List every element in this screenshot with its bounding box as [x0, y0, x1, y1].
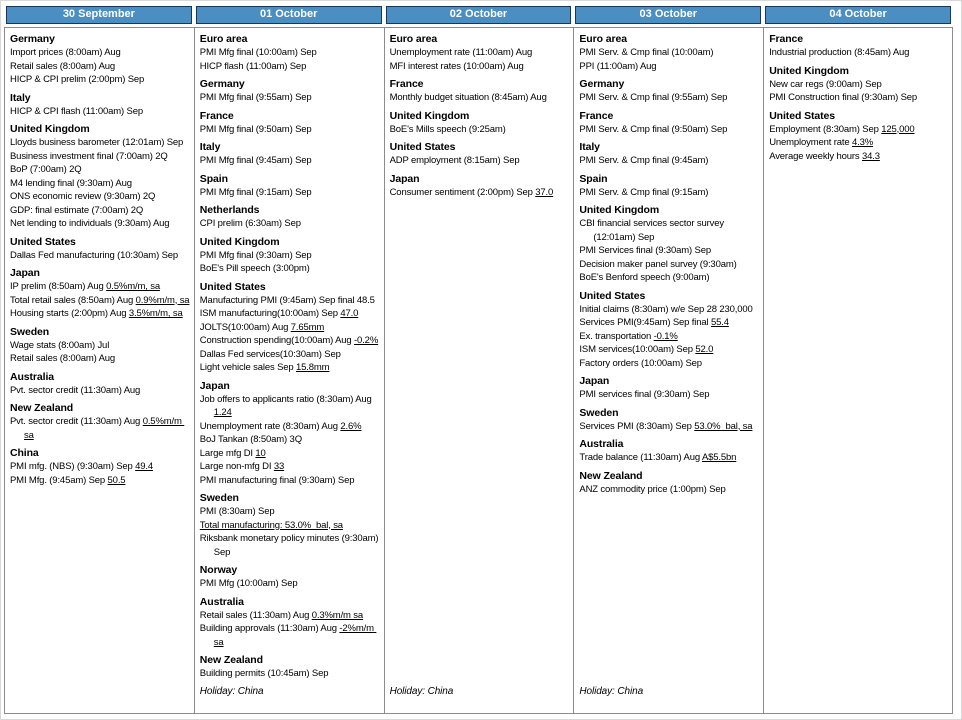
event-text: Unemployment rate: [769, 137, 853, 148]
country-section: [579, 469, 759, 497]
event-text: HICP flash (11:00am) Sep: [199, 60, 307, 72]
event-text: CPI prelim (6:30am) Sep: [199, 218, 301, 229]
event-text: PMI Mfg final (9:55am) Sep: [199, 92, 312, 103]
country-name: Japan: [199, 379, 230, 392]
country-name: Sweden: [579, 406, 619, 419]
event-text: Trade balance (11:30am) Aug: [579, 452, 702, 463]
country-section: [769, 32, 948, 60]
event-line: [579, 483, 759, 497]
event-text: PMI Mfg final (9:15am) Sep: [199, 186, 312, 198]
event-line: [10, 73, 190, 87]
day-cell: [384, 27, 574, 714]
event-line: [200, 460, 380, 474]
event-text: Wage stats (8:00am) Jul: [10, 339, 110, 351]
event-line: [579, 46, 759, 60]
event-value: -2%m/m sa: [213, 623, 377, 648]
event-text: PMI Services final (9:30am) Sep: [579, 245, 711, 256]
event-line: [579, 271, 759, 285]
event-value: 7.65mm: [290, 321, 325, 333]
country-section: [200, 140, 380, 168]
event-text: Industrial production (8:45am) Aug: [769, 47, 910, 58]
event-line: [200, 321, 380, 335]
country-name: Euro area: [199, 33, 248, 45]
country-section: [390, 172, 570, 200]
country-section: [10, 325, 190, 366]
event-line: [10, 46, 190, 60]
country-name: Italy: [199, 141, 221, 153]
event-line: [200, 91, 380, 105]
day-column: [384, 6, 574, 714]
country-name: France: [389, 78, 424, 90]
event-line: [200, 60, 380, 74]
country-section: [200, 172, 380, 200]
event-line: [390, 46, 570, 60]
event-value: 49.4: [135, 461, 154, 472]
event-text: Consumer sentiment (2:00pm) Sep: [389, 186, 536, 198]
day-column: [763, 6, 953, 714]
event-text: ISM services(10:00am) Sep: [579, 344, 696, 355]
country-name: United Kingdom: [10, 123, 90, 135]
event-value: 2.6%: [340, 420, 362, 432]
event-line: [200, 505, 380, 519]
event-text: Pvt. sector credit (11:30am) Aug: [10, 416, 143, 427]
day-column: [4, 6, 194, 714]
country-section: [10, 32, 190, 87]
event-text: PMI Serv. & Cmp final (9:55am) Sep: [579, 92, 728, 103]
event-text: Retail sales (8:00am) Aug: [10, 60, 116, 72]
country-name: Sweden: [10, 325, 50, 338]
country-section: [579, 32, 759, 73]
event-line: [579, 244, 759, 258]
country-section: [579, 289, 759, 371]
event-line: [10, 384, 190, 398]
event-text: PMI Mfg final (10:00am) Sep: [199, 47, 317, 58]
country-section: [579, 406, 759, 434]
country-section: [200, 203, 380, 231]
event-text: Housing starts (2:00pm) Aug: [10, 308, 129, 319]
country-name: New Zealand: [579, 469, 643, 482]
event-line: [200, 519, 380, 533]
country-name: Euro area: [579, 33, 627, 45]
event-text: Ex. transportation: [579, 330, 654, 342]
country-name: France: [199, 109, 234, 122]
event-text: BoE's Mills speech (9:25am): [389, 123, 506, 135]
date-header: 30 September: [6, 6, 192, 24]
country-section: [200, 563, 380, 591]
event-text: PMI Mfg. (9:45am) Sep: [10, 474, 108, 486]
event-line: [10, 190, 190, 204]
country-name: Germany: [199, 78, 245, 90]
country-name: Germany: [10, 33, 55, 45]
country-name: China: [10, 447, 39, 459]
country-section: [579, 203, 759, 285]
event-text: M4 lending final (9:30am) Aug: [10, 177, 132, 189]
event-value: 33: [273, 461, 285, 472]
event-line: [10, 460, 190, 474]
country-name: New Zealand: [199, 654, 263, 666]
holiday-note: Holiday: China: [389, 686, 454, 697]
country-section: [10, 235, 190, 263]
country-section: [579, 140, 759, 168]
event-text: PMI Serv. & Cmp final (9:45am): [579, 155, 709, 166]
event-text: Manufacturing PMI (9:45am) Sep final 48.5: [199, 294, 375, 306]
event-value: 4.3%: [852, 137, 874, 148]
country-section: [579, 172, 759, 200]
event-line: [200, 393, 380, 420]
country-name: Australia: [199, 595, 244, 608]
event-text: ISM manufacturing(10:00am) Sep: [199, 308, 341, 319]
event-text: PMI Mfg final (9:50am) Sep: [199, 123, 312, 135]
event-text: Unemployment rate (8:30am) Aug: [199, 420, 341, 432]
event-line: [10, 307, 190, 321]
event-line: [579, 388, 759, 402]
event-line: [390, 91, 570, 105]
event-line: [579, 451, 759, 465]
event-text: PMI manufacturing final (9:30am) Sep: [199, 474, 355, 486]
event-line: [769, 123, 948, 137]
day-column: [573, 6, 763, 714]
country-section: [200, 280, 380, 375]
calendar-table: [4, 6, 953, 714]
event-text: PMI Serv. & Cmp final (9:50am) Sep: [579, 123, 728, 135]
day-column: [194, 6, 384, 714]
event-text: Large non-mfg DI: [199, 461, 274, 472]
event-text: PMI mfg. (NBS) (9:30am) Sep: [10, 461, 136, 472]
event-text: Retail sales (8:00am) Aug: [10, 353, 116, 364]
event-value: 0.3%m/m sa: [311, 609, 364, 621]
event-text: Building approvals (11:30am) Aug: [199, 623, 340, 634]
event-line: [10, 217, 190, 231]
event-line: [200, 420, 380, 434]
event-line: [200, 154, 380, 168]
event-line: [769, 46, 948, 60]
event-value: 10: [255, 447, 266, 459]
country-section: [769, 64, 948, 105]
country-name: United Kingdom: [579, 204, 660, 216]
event-value: 37.0: [535, 186, 554, 198]
event-value: A$5.5bn: [701, 452, 737, 463]
country-section: [579, 109, 759, 137]
event-value: 52.0: [695, 344, 714, 355]
event-line: [769, 78, 948, 92]
event-text: BoE's Benford speech (9:00am): [579, 272, 710, 283]
event-text: BoE's Pill speech (3:00pm): [199, 263, 310, 274]
country-section: [390, 77, 570, 105]
country-section: [10, 401, 190, 442]
event-text: Import prices (8:00am) Aug: [10, 47, 121, 58]
event-line: [10, 474, 190, 488]
event-line: [579, 154, 759, 168]
event-line: [579, 303, 759, 317]
country-name: Norway: [199, 564, 238, 576]
event-text: Net lending to individuals (9:30am) Aug: [10, 218, 170, 229]
country-name: France: [769, 33, 804, 45]
event-line: [390, 60, 570, 74]
event-line: [579, 217, 759, 244]
country-section: [10, 91, 190, 119]
event-line: [10, 249, 190, 263]
event-text: Average weekly hours: [769, 150, 862, 162]
country-section: [390, 32, 570, 73]
event-text: Unemployment rate (11:00am) Aug: [389, 47, 533, 58]
date-header: 01 October: [196, 6, 382, 24]
country-name: Australia: [10, 370, 55, 383]
event-line: [579, 258, 759, 272]
country-section: [769, 109, 948, 164]
country-section: [579, 77, 759, 105]
country-name: Italy: [10, 91, 31, 104]
country-section: [10, 370, 190, 398]
country-section: [200, 77, 380, 105]
country-section: [200, 653, 380, 681]
event-text: Factory orders (10:00am) Sep: [579, 357, 702, 369]
event-text: Dallas Fed manufacturing (10:30am) Sep: [10, 249, 179, 261]
date-header: 02 October: [386, 6, 572, 24]
event-value: 125,000: [881, 123, 915, 135]
event-line: [200, 667, 380, 681]
event-value: 0.5%m/m sa: [24, 416, 185, 441]
country-name: Japan: [579, 375, 610, 387]
event-line: [200, 307, 380, 321]
event-value: -0.2%: [354, 335, 379, 346]
event-text: Job offers to applicants ratio (8:30am) Aug: [199, 393, 375, 405]
event-text: PMI Serv. & Cmp final (9:15am): [579, 186, 709, 198]
event-line: [579, 186, 759, 200]
event-line: [769, 150, 948, 164]
event-line: [10, 163, 190, 177]
event-text: New car regs (9:00am) Sep: [769, 78, 882, 90]
event-text: Lloyds business barometer (12:01am) Sep: [10, 137, 184, 148]
event-text: Retail sales (11:30am) Aug: [199, 609, 312, 621]
holiday-note: Holiday: China: [579, 686, 644, 697]
event-line: [200, 474, 380, 488]
event-line: [390, 123, 570, 137]
event-line: [200, 186, 380, 200]
event-line: [200, 262, 380, 276]
day-cell: [194, 27, 384, 714]
country-name: United States: [769, 109, 835, 122]
country-section: [10, 446, 190, 487]
event-line: [579, 60, 759, 74]
country-section: [10, 266, 190, 321]
event-text: Construction spending(10:00am) Aug: [199, 335, 355, 346]
event-text: PMI Mfg final (9:45am) Sep: [199, 155, 312, 166]
event-line: [10, 105, 190, 119]
holiday-note: Holiday: China: [199, 686, 264, 697]
country-name: Australia: [579, 438, 624, 450]
event-line: [200, 123, 380, 137]
event-line: [579, 343, 759, 357]
event-value: -0.1%: [653, 330, 678, 342]
event-line: [200, 249, 380, 263]
country-section: [579, 437, 759, 465]
event-line: [10, 60, 190, 74]
event-text: Riksbank monetary policy minutes (9:30am) Sep: [199, 533, 381, 558]
event-text: Large mfg DI: [199, 447, 256, 459]
event-text: Services PMI(9:45am) Sep final: [579, 317, 711, 328]
country-name: Netherlands: [199, 204, 260, 216]
event-text: Services PMI (8:30am) Sep: [579, 420, 695, 432]
country-section: [390, 140, 570, 168]
event-line: [10, 204, 190, 218]
event-value: 15.8mm: [296, 362, 330, 373]
event-text: HICP & CPI prelim (2:00pm) Sep: [10, 74, 145, 85]
event-text: Monthly budget situation (8:45am) Aug: [389, 92, 547, 103]
event-text: ANZ commodity price (1:00pm) Sep: [579, 483, 726, 495]
country-name: United Kingdom: [199, 235, 280, 248]
event-text: PMI Construction final (9:30am) Sep: [769, 92, 918, 103]
event-value: 1.24: [213, 407, 232, 418]
country-name: United Kingdom: [389, 109, 470, 122]
event-text: ONS economic review (9:30am) 2Q: [10, 191, 156, 202]
event-text: ADP employment (8:15am) Sep: [389, 155, 520, 166]
country-name: Sweden: [199, 492, 239, 504]
day-cell: [573, 27, 763, 714]
event-line: [579, 330, 759, 344]
event-text: Building permits (10:45am) Sep: [199, 668, 329, 679]
event-text: PPI (11:00am) Aug: [579, 60, 657, 72]
event-text: Employment (8:30am) Sep: [769, 123, 882, 135]
event-text: Business investment final (7:00am) 2Q: [10, 150, 168, 162]
event-value: 50.5: [107, 474, 126, 486]
country-name: United Kingdom: [769, 64, 849, 77]
country-section: [200, 235, 380, 276]
event-line: [200, 294, 380, 308]
country-section: [390, 109, 570, 137]
event-line: [10, 352, 190, 366]
event-line: [10, 339, 190, 353]
event-value: Total manufacturing: 53.0% bal, sa: [199, 519, 343, 531]
event-line: [10, 150, 190, 164]
event-value: 53.0% bal, sa: [694, 420, 753, 432]
event-text: GDP: final estimate (7:00am) 2Q: [10, 204, 144, 216]
event-text: PMI Serv. & Cmp final (10:00am): [579, 47, 714, 58]
event-value: 0.9%m/m, sa: [135, 294, 190, 306]
event-text: PMI Mfg (10:00am) Sep: [199, 578, 298, 589]
country-section: [200, 109, 380, 137]
event-line: [10, 136, 190, 150]
date-header: 04 October: [765, 6, 951, 24]
event-text: Light vehicle sales Sep: [199, 362, 297, 373]
event-text: CBI financial services sector survey (12:01am) Sep: [579, 218, 727, 243]
country-name: Italy: [579, 141, 600, 153]
event-text: Dallas Fed services(10:30am) Sep: [199, 348, 341, 360]
event-line: [769, 91, 948, 105]
event-line: [390, 154, 570, 168]
country-name: Euro area: [389, 33, 438, 45]
event-text: PMI Mfg final (9:30am) Sep: [199, 249, 312, 261]
event-value: 34.3: [861, 150, 880, 162]
country-name: United States: [199, 280, 266, 293]
event-text: BoJ Tankan (8:50am) 3Q: [199, 434, 302, 445]
country-name: Germany: [579, 78, 625, 90]
event-text: Decision maker panel survey (9:30am): [579, 258, 737, 270]
event-line: [200, 348, 380, 362]
event-value: 3.5%m/m, sa: [128, 308, 183, 319]
event-text: Total retail sales (8:50am) Aug: [10, 294, 136, 306]
event-text: IP prelim (8:50am) Aug: [10, 281, 107, 292]
event-text: PMI services final (9:30am) Sep: [579, 389, 710, 400]
event-line: [390, 186, 570, 200]
event-line: [200, 433, 380, 447]
event-line: [200, 46, 380, 60]
country-name: United States: [10, 235, 76, 248]
country-section: [200, 32, 380, 73]
event-text: PMI (8:30am) Sep: [199, 506, 275, 517]
event-line: [200, 217, 380, 231]
event-value: 47.0: [340, 308, 359, 319]
event-line: [579, 91, 759, 105]
country-section: [200, 491, 380, 559]
event-value: 0.5%m/m, sa: [106, 281, 160, 292]
event-line: [10, 280, 190, 294]
event-line: [10, 415, 190, 442]
event-line: [200, 609, 380, 623]
country-section: [200, 379, 380, 488]
event-text: Pvt. sector credit (11:30am) Aug: [10, 384, 141, 396]
event-line: [579, 420, 759, 434]
event-value: 55.4: [710, 317, 729, 328]
day-cell: [763, 27, 953, 714]
country-section: [10, 122, 190, 231]
event-line: [200, 361, 380, 375]
event-line: [10, 177, 190, 191]
event-line: [10, 294, 190, 308]
country-name: Spain: [579, 172, 608, 185]
event-line: [200, 577, 380, 591]
date-header: 03 October: [575, 6, 761, 24]
event-line: [200, 622, 380, 649]
event-text: MFI interest rates (10:00am) Aug: [389, 60, 524, 72]
event-line: [579, 316, 759, 330]
country-name: France: [579, 109, 614, 122]
day-cell: [4, 27, 194, 714]
country-name: Japan: [389, 172, 420, 185]
country-name: New Zealand: [10, 402, 74, 414]
country-name: United States: [579, 289, 646, 302]
event-text: HICP & CPI flash (11:00am) Sep: [10, 105, 143, 117]
country-name: Spain: [199, 172, 228, 185]
event-line: [769, 136, 948, 150]
event-text: JOLTS(10:00am) Aug: [199, 321, 291, 333]
country-name: Japan: [10, 267, 40, 279]
event-line: [579, 123, 759, 137]
country-section: [200, 595, 380, 650]
country-name: United States: [389, 141, 456, 153]
event-line: [579, 357, 759, 371]
event-text: Initial claims (8:30am) w/e Sep 28 230,000: [579, 303, 753, 315]
event-line: [200, 447, 380, 461]
event-line: [200, 532, 380, 559]
country-section: [579, 374, 759, 402]
event-line: [200, 334, 380, 348]
event-text: BoP (7:00am) 2Q: [10, 164, 82, 175]
